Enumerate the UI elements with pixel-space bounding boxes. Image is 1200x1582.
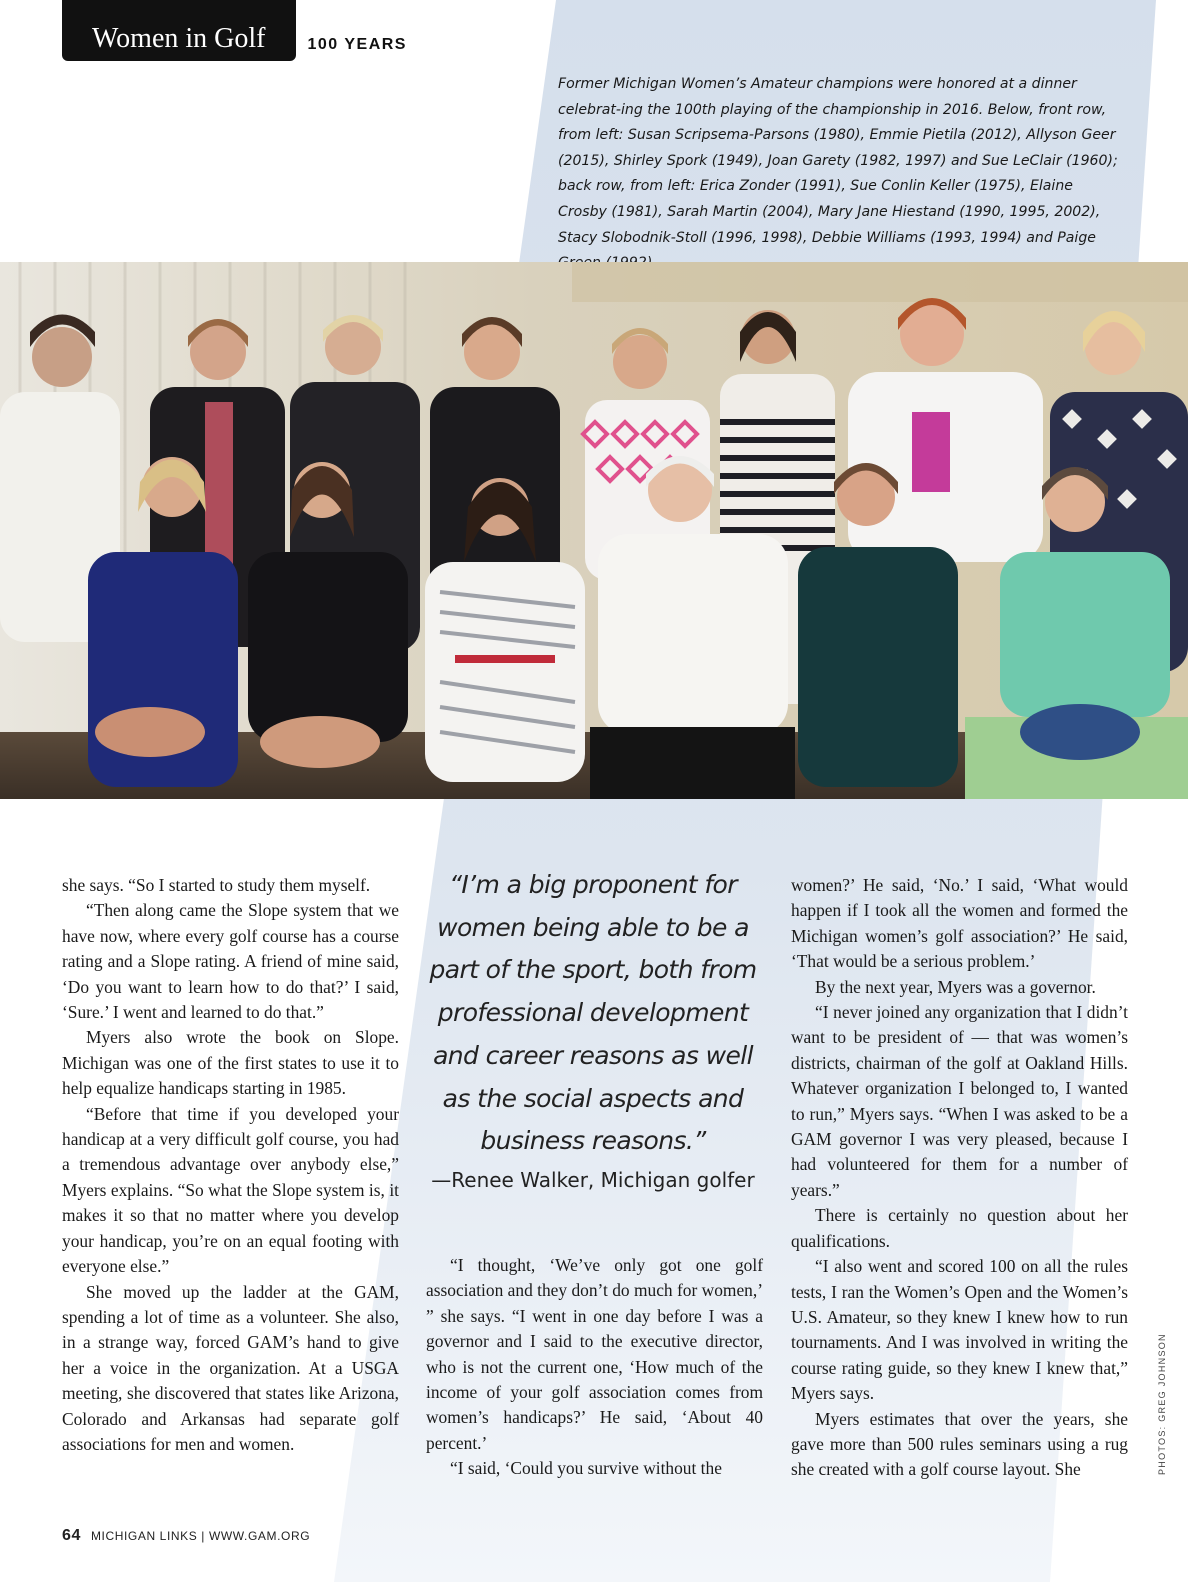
paragraph: women?’ He said, ‘No.’ I said, ‘What would happen if I took all the women and formed the Michigan women’s golf association?’ He said, ‘That would be a serious problem.’ bbox=[791, 875, 1128, 972]
paragraph: By the next year, Myers was a governor. bbox=[815, 976, 1096, 997]
paragraph: “I never joined any organization that I didn’t want to be president of — that was women’s districts, chairman of the golf at Oakland Hills. Whatever organization I belonged to, I wanted to run,” Myers says. “When I was asked to be a GAM governor I was very pleased, because I had volunteered for them for a number of years.” bbox=[791, 1002, 1128, 1200]
paragraph: “I said, ‘Could you survive without the bbox=[450, 1458, 722, 1479]
paragraph: “Before that time if you developed your handicap at a very difficult golf course, you had a tremendous advantage over anybody else,” Myers explains. “So what the Slope system is, it makes it so that no matter where you develop your handicap, you’re on an equal footing with everyone else.” bbox=[62, 1103, 399, 1277]
page-number: 64 bbox=[62, 1527, 81, 1544]
publication-info: MICHIGAN LINKS | WWW.GAM.ORG bbox=[90, 1529, 311, 1543]
paragraph: There is certainly no question about her qualifications. bbox=[791, 1205, 1128, 1251]
section-title: Women in Golf bbox=[62, 0, 296, 61]
article-column-left bbox=[62, 873, 399, 1457]
paragraph: Myers also wrote the book on Slope. Michigan was one of the first states to use it to help equalize handicaps starting in 1985. bbox=[62, 1027, 399, 1099]
paragraph: She moved up the ladder at the GAM, spending a lot of time as a volunteer. She also, in a strange way, forced GAM’s hand to give her a voice in the organization. At a USGA meeting, she discovered that states like Arizona, Colorado and Arkansas had separate golf associations for men and women. bbox=[62, 1281, 399, 1454]
paragraph: “Then along came the Slope system that we have now, where every golf course has a course rating and a Slope rating. A friend of mine said, ‘Do you want to learn how to do that?’ I said, ‘Sure.’ I went and learned to do that.” bbox=[62, 900, 399, 1023]
section-subtitle: 100 YEARS bbox=[307, 36, 407, 53]
group-photo bbox=[0, 262, 1188, 799]
paragraph: “I thought, ‘We’ve only got one golf association and they don’t do much for women,’ ” she says. “I went in one day before I was a governor and I said to the executive director, who is not the current one, ‘How much of the income of your golf association comes from women’s handicaps?’ He said, ‘About 40 percent.’ bbox=[426, 1255, 763, 1453]
paragraph: she says. “So I started to study them myself. bbox=[62, 875, 371, 895]
pull-quote-attribution: —Renee Walker, Michigan golfer bbox=[431, 1168, 755, 1192]
section-header bbox=[62, 0, 407, 61]
pull-quote: “I’m a big proponent for women being able to be a part of the sport, both from professional development and career reasons as well as the social aspects and business reasons.” bbox=[429, 870, 757, 1156]
photo-credit: PHOTOS: GREG JOHNSON bbox=[1157, 1333, 1167, 1475]
article-column-right bbox=[791, 873, 1128, 1483]
page-footer bbox=[62, 1527, 310, 1545]
article-column-middle bbox=[426, 1253, 763, 1482]
photo-caption: Former Michigan Women’s Amateur champions were honored at a dinner celebrat-ing the 100th playing of the championship in 2016. Below, front row, from left: Susan Scripsema-Parsons (1980), Emmie Pietila (2012), Allyson Geer (2015), Shirley Spork (1949), Joan Garety (1982, 1997) and Sue LeClair (1960); back row, from left: Erica Zonder (1991), Sue Conlin Keller (1975), Elaine Crosby (1981), Sarah Martin (2004), Mary Jane Hiestand (1990, 1995, 2002), Stacy Slobodnik-Stoll (1996, 1998), Debbie Williams (1993, 1994) and Paige bbox=[558, 76, 1118, 246]
paragraph: “I also went and scored 100 on all the rules tests, I ran the Women’s Open and the Women’s U.S. Amateur, so they knew I knew how to run tournaments. And I was involved in writing the course rating guide, so they knew I knew that,” Myers says. bbox=[791, 1256, 1128, 1404]
paragraph: Myers estimates that over the years, she gave more than 500 rules seminars using a rug she created with a golf course layout. She bbox=[791, 1408, 1128, 1480]
